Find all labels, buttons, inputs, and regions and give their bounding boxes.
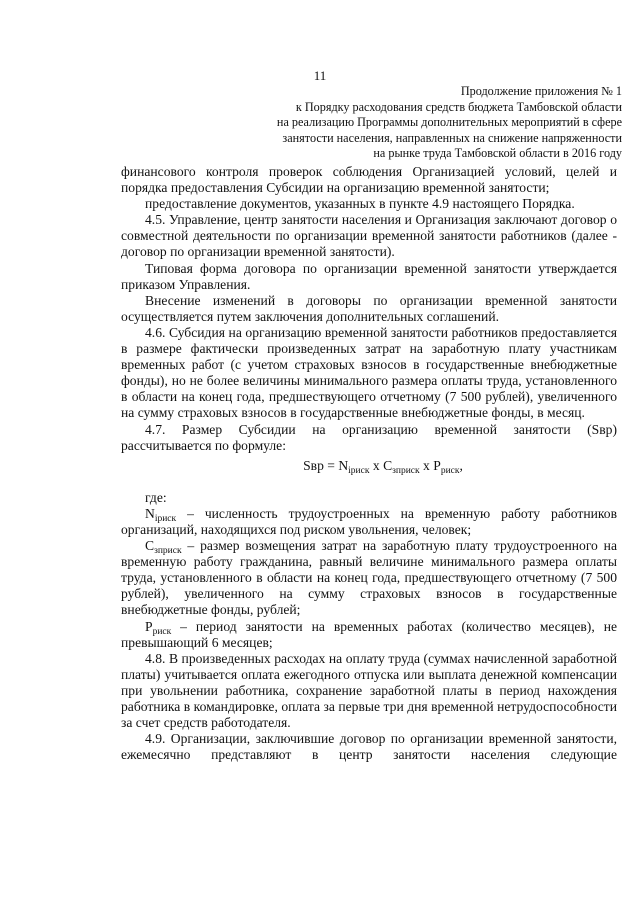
paragraph: 4.8. В произведенных расходах на оплату труда (суммах начисленной заработной платы) учитывается оплата ежегодного отпуска или выплата денежной компенсации при увольнении работника, сохранение заработной платы в период нахождения работника в командировке, оплата за первые три дня временной нетрудоспособности за счет средств работодателя. xyxy=(121,650,617,731)
definition xyxy=(121,538,617,618)
definition-text: – период занятости на временных работах (количество месяцев), не превышающий 6 месяцев; xyxy=(121,618,617,650)
definition-sub: зприск xyxy=(154,546,182,557)
header-line: к Порядку расходования средств бюджета Тамбовской области xyxy=(295,99,622,114)
definition-symbol: С xyxy=(145,538,155,554)
where-label: где: xyxy=(145,489,167,505)
definition-text: – численность трудоустроенных на временную работу работников организаций, находящихся под риском увольнения, человек; xyxy=(121,505,617,537)
paragraph: 4.5. Управление, центр занятости населения и Организация заключают договор о совместной деятельности по организации временной занятости работников (далее - договор по организации временной занятости). xyxy=(121,212,617,260)
header-line: на рынке труда Тамбовской области в 2016 году xyxy=(373,146,622,160)
formula-op: х Р xyxy=(419,457,441,473)
definition xyxy=(121,619,617,651)
definition xyxy=(121,506,617,538)
definition-text: – размер возмещения затрат на заработную плату трудоустроенного на временную работу гражданина, равный величине минимального размера оплаты труда, установленного в области на конец года, предшествующего отчетному (7 500 рублей), увеличенного на сумму страховых взносов в государственные внебюджетные фонды, рублей; xyxy=(121,538,617,618)
definition-sub: риск xyxy=(152,626,172,637)
paragraph: финансового контроля проверок соблюдения Организацией условий, целей и порядка предоставления Субсидии на организацию временной занятости; xyxy=(121,164,617,196)
header-line: Продолжение приложения № 1 xyxy=(460,84,622,98)
paragraph: предоставление документов, указанных в пункте 4.9 настоящего Порядка. xyxy=(145,196,575,212)
header-line: занятости населения, направленных на снижение напряженности xyxy=(282,130,622,145)
formula-op: х С xyxy=(369,457,393,473)
page-number: 11 xyxy=(313,68,327,83)
appendix-header xyxy=(277,84,622,162)
formula-tail: , xyxy=(459,457,463,473)
definition-sub: iриск xyxy=(154,513,177,524)
definition-symbol: Р xyxy=(145,618,153,634)
paragraph: Типовая форма договора по организации временной занятости утверждается приказом Управления. xyxy=(121,260,617,292)
formula-sub: зприск xyxy=(392,465,420,476)
paragraph: 4.9. Организации, заключившие договор по организации временной занятости, ежемесячно представляют в центр занятости населения следующие xyxy=(121,731,617,763)
formula-lhs: Sвр = N xyxy=(303,457,349,473)
definition-symbol: N xyxy=(145,505,155,521)
paragraph: Внесение изменений в договоры по организации временной занятости осуществляется путем заключения дополнительных соглашений. xyxy=(121,292,617,324)
subsidy-formula xyxy=(121,458,617,474)
paragraph: 4.6. Субсидия на организацию временной занятости работников предоставляется в размере фактически произведенных затрат на заработную плату участникам временных работ (с учетом страховых взносов в государственные внебюджетные фонды), но не более величины минимального размера оплаты труда, установленного в области на конец года, предшествующего отчетному (7 500 рублей), увеличенного на сумму страховых взносов в государственные внебюджетные фонды, в месяц. xyxy=(121,324,617,421)
document-body xyxy=(121,164,617,763)
formula-sub: iриск xyxy=(348,465,370,476)
paragraph: 4.7. Размер Субсидии на организацию временной занятости (Sвр) рассчитывается по формуле: xyxy=(121,421,617,453)
header-line: на реализацию Программы дополнительных мероприятий в сфере xyxy=(276,115,622,129)
formula-sub: риск xyxy=(440,465,460,476)
